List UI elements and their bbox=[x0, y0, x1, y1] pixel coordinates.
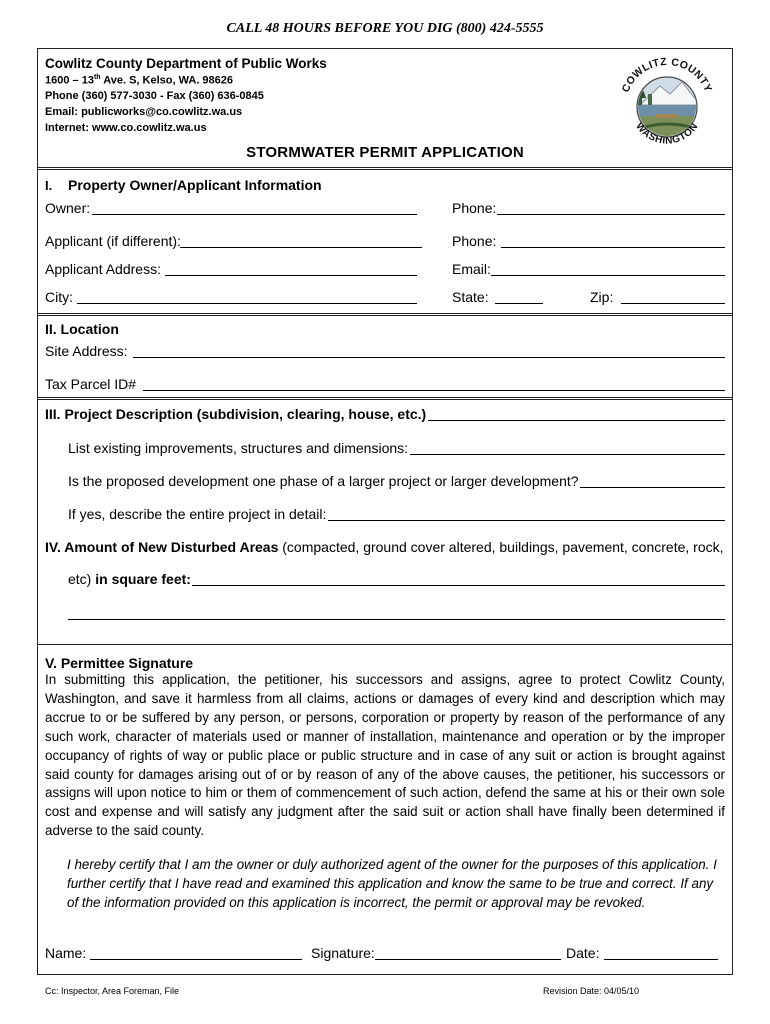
seal-top-text: COWLITZ COUNTY bbox=[619, 55, 715, 95]
title-divider bbox=[37, 167, 733, 170]
tax-parcel-field[interactable] bbox=[143, 375, 725, 391]
email-field[interactable] bbox=[491, 260, 725, 276]
section-5-title: V. Permittee Signature bbox=[45, 655, 194, 671]
phase-answer-field[interactable] bbox=[580, 472, 725, 488]
owner-field[interactable] bbox=[92, 199, 417, 215]
improvements-field[interactable] bbox=[410, 439, 725, 455]
describe-project-label: If yes, describe the entire project in detail: bbox=[68, 506, 327, 522]
site-address-field[interactable] bbox=[133, 342, 725, 358]
signature-label: Signature: bbox=[311, 945, 375, 961]
signature-field[interactable] bbox=[375, 944, 561, 960]
section-1-title: Property Owner/Applicant Information bbox=[68, 177, 322, 193]
name-label: Name: bbox=[45, 945, 87, 961]
owner-label: Owner: bbox=[45, 200, 91, 216]
call-notice: CALL 48 HOURS BEFORE YOU DIG (800) 424-5555 bbox=[226, 21, 544, 36]
square-feet-label: etc) in square feet: bbox=[68, 571, 191, 587]
section-1-divider bbox=[37, 313, 733, 316]
square-feet-field-line2[interactable] bbox=[68, 604, 725, 620]
date-field[interactable] bbox=[604, 944, 718, 960]
project-description-field[interactable] bbox=[428, 405, 725, 421]
phone2-field[interactable] bbox=[501, 232, 725, 248]
state-field[interactable] bbox=[495, 288, 543, 304]
applicant-label: Applicant (if different): bbox=[45, 233, 181, 249]
square-feet-field[interactable] bbox=[192, 570, 725, 586]
tax-parcel-label: Tax Parcel ID# bbox=[45, 376, 137, 392]
improvements-label: List existing improvements, structures and dimensions: bbox=[68, 440, 409, 456]
seal-bottom-text: WASHINGTON bbox=[633, 120, 701, 147]
email-label: Email: bbox=[452, 261, 491, 277]
state-label: State: bbox=[452, 289, 489, 305]
department-email: Email: publicworks@co.cowlitz.wa.us bbox=[45, 106, 243, 118]
city-field[interactable] bbox=[77, 288, 417, 304]
phone2-label: Phone: bbox=[452, 233, 497, 249]
department-address: 1600 – 13th Ave. S, Kelso, WA. 98626 bbox=[45, 74, 234, 87]
form-title: STORMWATER PERMIT APPLICATION bbox=[246, 144, 524, 161]
section-4-title: IV. Amount of New Disturbed Areas (compacted, ground cover altered, buildings, pavement, concrete, rock, bbox=[45, 539, 724, 555]
phone-label: Phone: bbox=[452, 200, 497, 216]
section-3-title: III. Project Description (subdivision, clearing, house, etc.) bbox=[45, 406, 427, 422]
phone-field[interactable] bbox=[497, 199, 725, 215]
zip-label: Zip: bbox=[590, 289, 614, 305]
name-field[interactable] bbox=[90, 944, 302, 960]
city-label: City: bbox=[45, 289, 73, 305]
section-4-divider bbox=[37, 644, 733, 645]
date-label: Date: bbox=[566, 945, 600, 961]
department-name: Cowlitz County Department of Public Works bbox=[45, 56, 327, 71]
applicant-address-label: Applicant Address: bbox=[45, 261, 161, 277]
describe-project-field[interactable] bbox=[328, 505, 725, 521]
site-address-label: Site Address: bbox=[45, 343, 128, 359]
section-1-numeral: I. bbox=[45, 178, 53, 193]
department-internet: Internet: www.co.cowlitz.wa.us bbox=[45, 122, 207, 134]
applicant-field[interactable] bbox=[180, 232, 422, 248]
revision-date: Revision Date: 04/05/10 bbox=[543, 986, 640, 996]
phase-question-label: Is the proposed development one phase of a larger project or larger development? bbox=[68, 473, 579, 489]
section-2-title: II. Location bbox=[45, 321, 119, 337]
cc-note: Cc: Inspector, Area Foreman, File bbox=[45, 986, 180, 996]
zip-field[interactable] bbox=[621, 288, 725, 304]
section-2-divider bbox=[37, 397, 733, 400]
applicant-address-field[interactable] bbox=[165, 260, 417, 276]
department-phone-fax: Phone (360) 577-3030 - Fax (360) 636-0845 bbox=[45, 90, 264, 102]
indemnity-paragraph: In submitting this application, the petitioner, his successors and assigns, agree to protect Cowlitz County, Washington, and save it harmless from all claims, actions or damages of every kind and description which may accrue to or be suffered by any person, or persons, corporation or property by reason of the performance of any such work, character of materials used or manner of installation, maintenance and operation or by the improper occupancy of rights of way or public place or public structure and in case of any suit or action is brought against said county for damages arising out of or by reason of any of the above causes, the petitioner, his successors or assigns will upon notice to him or them of commencement of such action, defend the same at his or their own sole cost and expense and will satisfy any judgment after the said suit or action shall have finally been determined if adverse to the said county. bbox=[45, 672, 725, 839]
certification-paragraph: I hereby certify that I am the owner or duly authorized agent of the owner for the purposes of this application. I further certify that I have read and examined this application and know the same to be true and correct. If any of the information provided on this application is incorrect, the permit or approval may be revoked. bbox=[67, 857, 717, 910]
